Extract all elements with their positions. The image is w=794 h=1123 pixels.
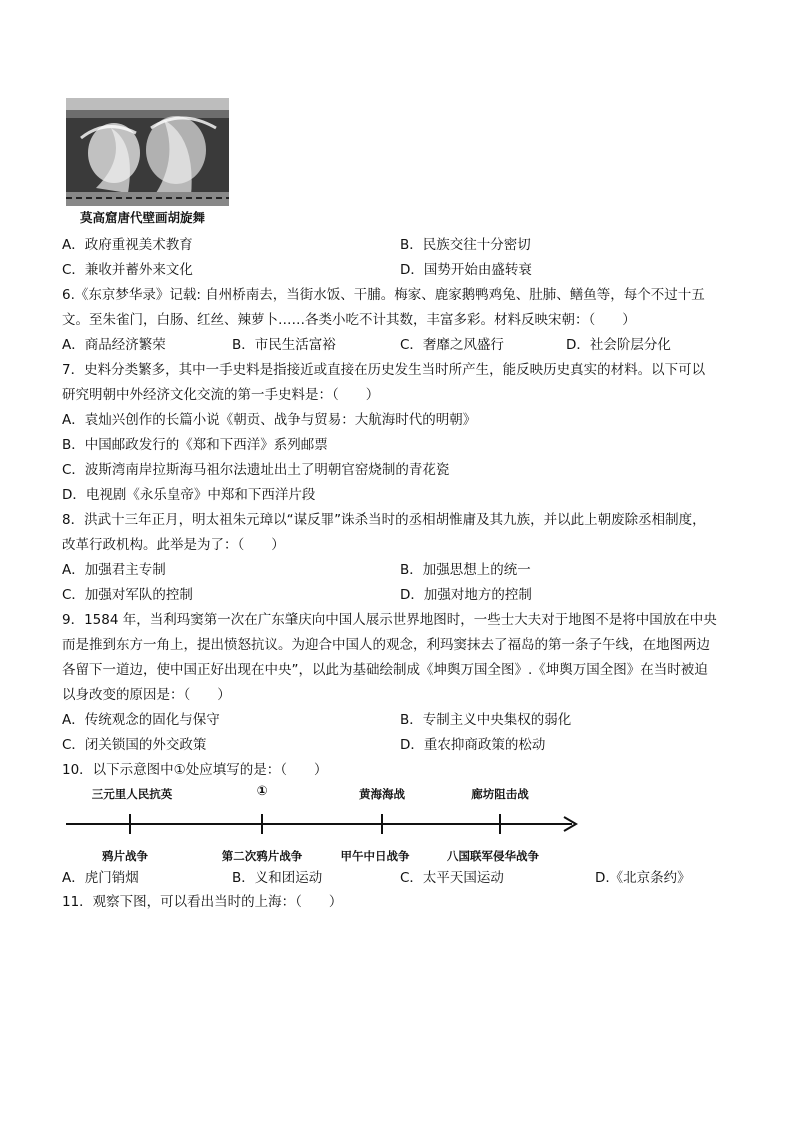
q7-stem-line-1: 7．史料分类繁多，其中一手史料是指接近或直接在历史发生当时所产生，能反映历史真实的材料。以下可以 <box>62 362 706 378</box>
timeline-top-label-1: 三元里人民抗英 <box>91 787 173 801</box>
q8-option-c[interactable]: C．加强对军队的控制 <box>62 587 193 603</box>
q8-option-d[interactable]: D．加强对地方的控制 <box>400 587 532 603</box>
q9-option-a[interactable]: A．传统观念的固化与保守 <box>62 712 220 728</box>
figure-caption: 莫高窟唐代壁画胡旋舞 <box>80 210 206 225</box>
q8-option-a[interactable]: A．加强君主专制 <box>62 562 166 578</box>
timeline-bottom-label-1: 鸦片战争 <box>102 849 148 863</box>
q9-option-c[interactable]: C．闭关锁国的外交政策 <box>62 737 207 753</box>
timeline-bottom-label-4: 八国联军侵华战争 <box>447 849 539 863</box>
q9-stem-line-2: 而是推到东方一角上，提出愤怒抗议。为迎合中国人的观念，利玛窦抹去了福岛的第一条子午线，在地图两边 <box>62 637 710 653</box>
q10-stem: 10．以下示意图中①处应填写的是：（ ） <box>62 762 328 778</box>
q6-stem-line-1: 6.《东京梦华录》记载: 自州桥南去，当街水饭、干脯。梅家、鹿家鹅鸭鸡兔、肚肺、鳝鱼等，每个不过十五 <box>62 287 705 303</box>
q9-option-d[interactable]: D．重农抑商政策的松动 <box>400 737 546 753</box>
q5-option-d[interactable]: D．国势开始由盛转衰 <box>400 262 532 278</box>
q7-option-b[interactable]: B．中国邮政发行的《郑和下西洋》系列邮票 <box>62 437 328 453</box>
q9-option-b[interactable]: B．专制主义中央集权的弱化 <box>400 712 572 728</box>
q7-option-d[interactable]: D．电视剧《永乐皇帝》中郑和下西洋片段 <box>62 487 316 503</box>
timeline-top-label-3: 黄海海战 <box>359 787 405 801</box>
timeline-bottom-label-3: 甲午中日战争 <box>340 849 410 863</box>
q6-option-d[interactable]: D．社会阶层分化 <box>566 337 671 353</box>
timeline-top-label-4: 廊坊阻击战 <box>471 787 529 801</box>
q9-stem-line-4: 以身改变的原因是：（ ） <box>62 687 231 703</box>
q9-stem-line-3: 各留下一道边，使中国正好出现在中央”，以此为基础绘制成《坤舆万国全图》.《坤舆万国全图》在当时被迫 <box>62 662 708 678</box>
q10-option-a[interactable]: A．虎门销烟 <box>62 870 139 886</box>
q7-stem-line-2: 研究明朝中外经济文化交流的第一手史料是：（ ） <box>62 387 380 403</box>
q6-option-a[interactable]: A．商品经济繁荣 <box>62 337 166 353</box>
timeline-top-label-blank: ① <box>256 784 268 799</box>
q7-option-c[interactable]: C．波斯湾南岸拉斯海马祖尔法遗址出土了明朝官窑烧制的青花瓷 <box>62 462 450 478</box>
q5-option-b[interactable]: B．民族交往十分密切 <box>400 237 531 253</box>
q10-option-b[interactable]: B．义和团运动 <box>232 870 323 886</box>
q11-stem: 11．观察下图，可以看出当时的上海：（ ） <box>62 894 343 910</box>
q8-stem-line-2: 改革行政机构。此举是为了：（ ） <box>62 537 285 553</box>
q7-option-a[interactable]: A．袁灿兴创作的长篇小说《朝贡、战争与贸易：大航海时代的明朝》 <box>62 412 477 428</box>
q5-option-c[interactable]: C．兼收并蓄外来文化 <box>62 262 193 278</box>
q6-stem-line-2: 文。至朱雀门，白肠、红丝、辣萝卜……各类小吃不计其数，丰富多彩。材料反映宋朝：（ ） <box>62 312 636 328</box>
mural-image <box>66 98 229 206</box>
mural-illustration <box>66 98 229 206</box>
q6-option-c[interactable]: C．奢靡之风盛行 <box>400 337 504 353</box>
q8-option-b[interactable]: B．加强思想上的统一 <box>400 562 531 578</box>
q5-option-a[interactable]: A．政府重视美术教育 <box>62 237 193 253</box>
timeline-bottom-label-2: 第二次鸦片战争 <box>221 849 303 863</box>
q10-option-c[interactable]: C．太平天国运动 <box>400 870 504 886</box>
q8-stem-line-1: 8．洪武十三年正月，明太祖朱元璋以“谋反罪”诛杀当时的丞相胡惟庸及其九族，并以此上朝废除丞相制度， <box>62 512 706 528</box>
q9-stem-line-1: 9．1584 年，当利玛窦第一次在广东肇庆向中国人展示世界地图时，一些士大夫对于地图不是将中国放在中央 <box>62 612 717 628</box>
timeline-axis <box>60 810 585 840</box>
q6-option-b[interactable]: B．市民生活富裕 <box>232 337 336 353</box>
q10-option-d[interactable]: D.《北京条约》 <box>595 870 691 886</box>
